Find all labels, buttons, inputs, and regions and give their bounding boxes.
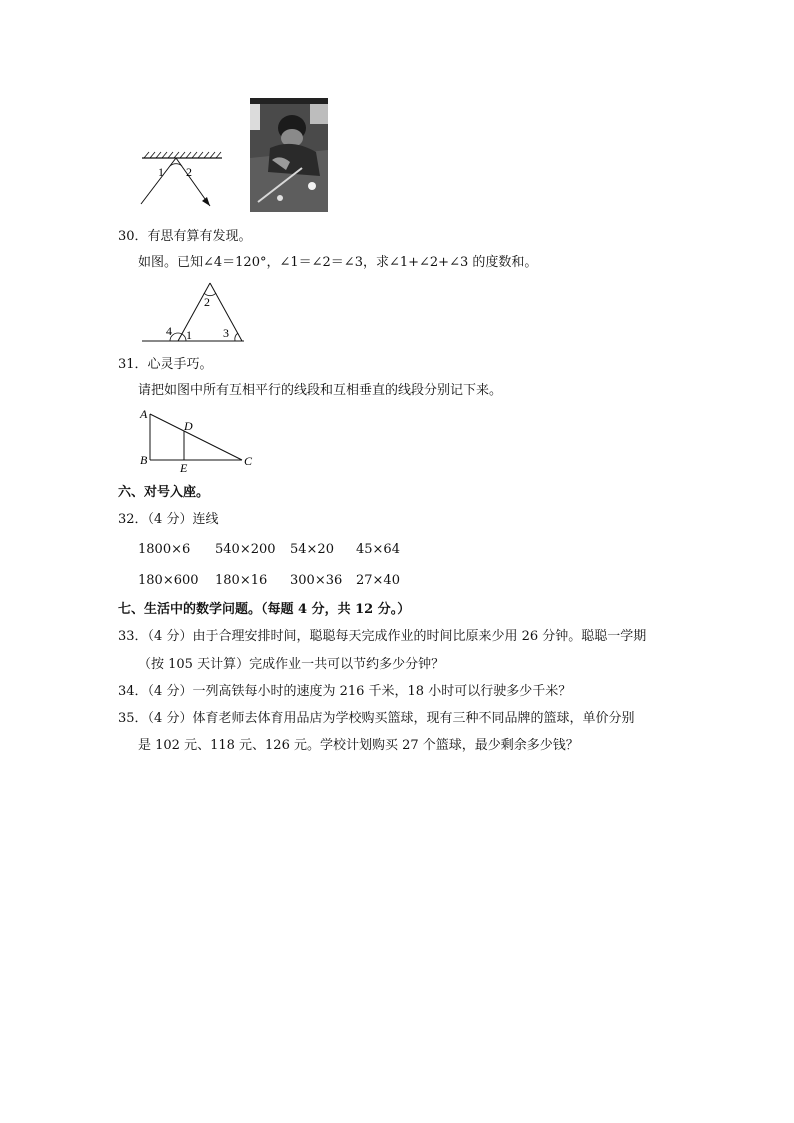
triangle-angle-3-label: 3 [223,326,229,340]
q31-body: 请把如图中所有互相平行的线段和互相垂直的线段分别记下来。 [138,383,503,398]
triangle-angles-figure [140,278,250,344]
billiards-player-photo [250,98,328,212]
vertex-c-label: C [244,454,253,468]
section-7-heading: 七、生活中的数学问题。（每题 4 分，共 12 分。） [118,602,411,617]
q32-row1-item: 45×64 [356,542,400,557]
point-e-label: E [180,461,188,474]
mirror-reflection-figure [136,150,236,212]
q32-title: 32．（4 分）连线 [118,512,219,527]
q34-line1: 34．（4 分）一列高铁每小时的速度为 216 千米，18 小时可以行驶多少千米？ [118,684,572,699]
vertex-a-label: A [140,407,148,421]
q31-title: 31．心灵手巧。 [118,357,213,372]
section-6-heading: 六、对号入座。 [118,485,210,500]
q32-row2-item: 300×36 [290,573,343,588]
q35-line1: 35．（4 分）体育老师去体育用品店为学校购买篮球，现有三种不同品牌的篮球，单价分别 [118,711,635,726]
mirror-angle-1-label: 1 [158,165,164,179]
q32-row1-item: 540×200 [215,542,276,557]
q35-line2: 是 102 元、118 元、126 元。学校计划购买 27 个篮球，最少剩余多少钱？ [138,738,579,753]
q32-row2-item: 180×16 [215,573,268,588]
triangle-angle-4-label: 4 [166,324,172,338]
point-d-label: D [184,419,193,433]
triangle-angle-1-label: 1 [186,328,192,342]
q33-line1: 33．（4 分）由于合理安排时间，聪聪每天完成作业的时间比原来少用 26 分钟。聪聪一学期 [118,629,647,644]
q30-body: 如图。已知∠4＝120°，∠1＝∠2＝∠3，求∠1+∠2+∠3 的度数和。 [138,255,538,270]
q32-row1-item: 54×20 [290,542,334,557]
q33-line2: （按 105 天计算）完成作业一共可以节约多少分钟？ [138,657,445,672]
q32-row2-item: 27×40 [356,573,400,588]
q32-row2-item: 180×600 [138,573,199,588]
triangle-angle-2-label: 2 [204,295,210,309]
right-triangle-figure [136,404,256,474]
q30-title: 30．有思有算有发现。 [118,229,252,244]
mirror-angle-2-label: 2 [186,165,192,179]
q32-row1-item: 1800×6 [138,542,191,557]
vertex-b-label: B [140,453,148,467]
